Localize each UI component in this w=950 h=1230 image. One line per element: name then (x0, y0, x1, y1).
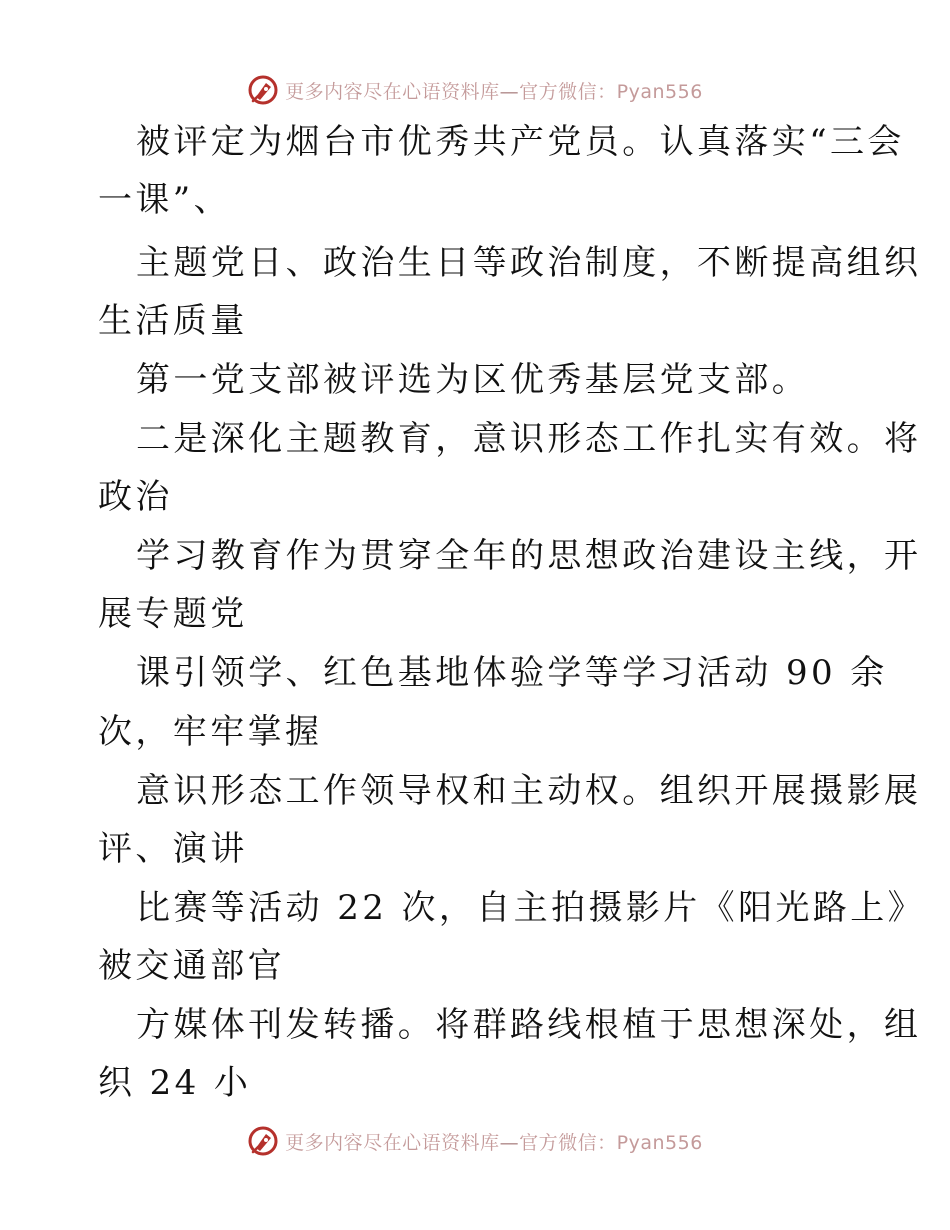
text-line: 被评定为烟台市优秀共产党员。认真落实“三会 (136, 122, 905, 162)
text-line: 方媒体刊发转播。将群路线根植于思想深处，组 (136, 1005, 922, 1045)
text-line: 被交通部官 (98, 946, 285, 986)
watermark-text: 更多内容尽在心语资料库—官方微信：Pyan556 (285, 80, 703, 103)
text-line: 织 24 小 (98, 1063, 252, 1103)
text-line: 政治 (98, 477, 173, 517)
text-line: 生活质量 (98, 301, 248, 341)
text-line: 展专题党 (98, 594, 248, 634)
text-line: 比赛等活动 22 次，自主拍摄影片《阳光路上》 (136, 888, 926, 928)
pen-nib-logo-icon (247, 74, 279, 106)
text-line: 课引领学、红色基地体验学等学习活动 90 余 (136, 653, 888, 693)
text-line: 次，牢牢掌握 (98, 712, 323, 752)
pen-nib-logo-icon (247, 1125, 279, 1157)
watermark-text: 更多内容尽在心语资料库—官方微信：Pyan556 (285, 1131, 703, 1154)
text-line: 评、演讲 (98, 829, 248, 869)
footer-watermark (0, 1124, 950, 1158)
text-line: 学习教育作为贯穿全年的思想政治建设主线，开 (136, 536, 922, 576)
header-watermark (0, 73, 950, 107)
text-line: 一课”、 (98, 180, 231, 220)
text-line: 第一党支部被评选为区优秀基层党支部。 (136, 360, 810, 400)
text-line: 意识形态工作领导权和主动权。组织开展摄影展 (136, 771, 922, 811)
text-line: 主题党日、政治生日等政治制度，不断提高组织 (136, 243, 922, 283)
text-line: 二是深化主题教育，意识形态工作扎实有效。将 (136, 419, 922, 459)
